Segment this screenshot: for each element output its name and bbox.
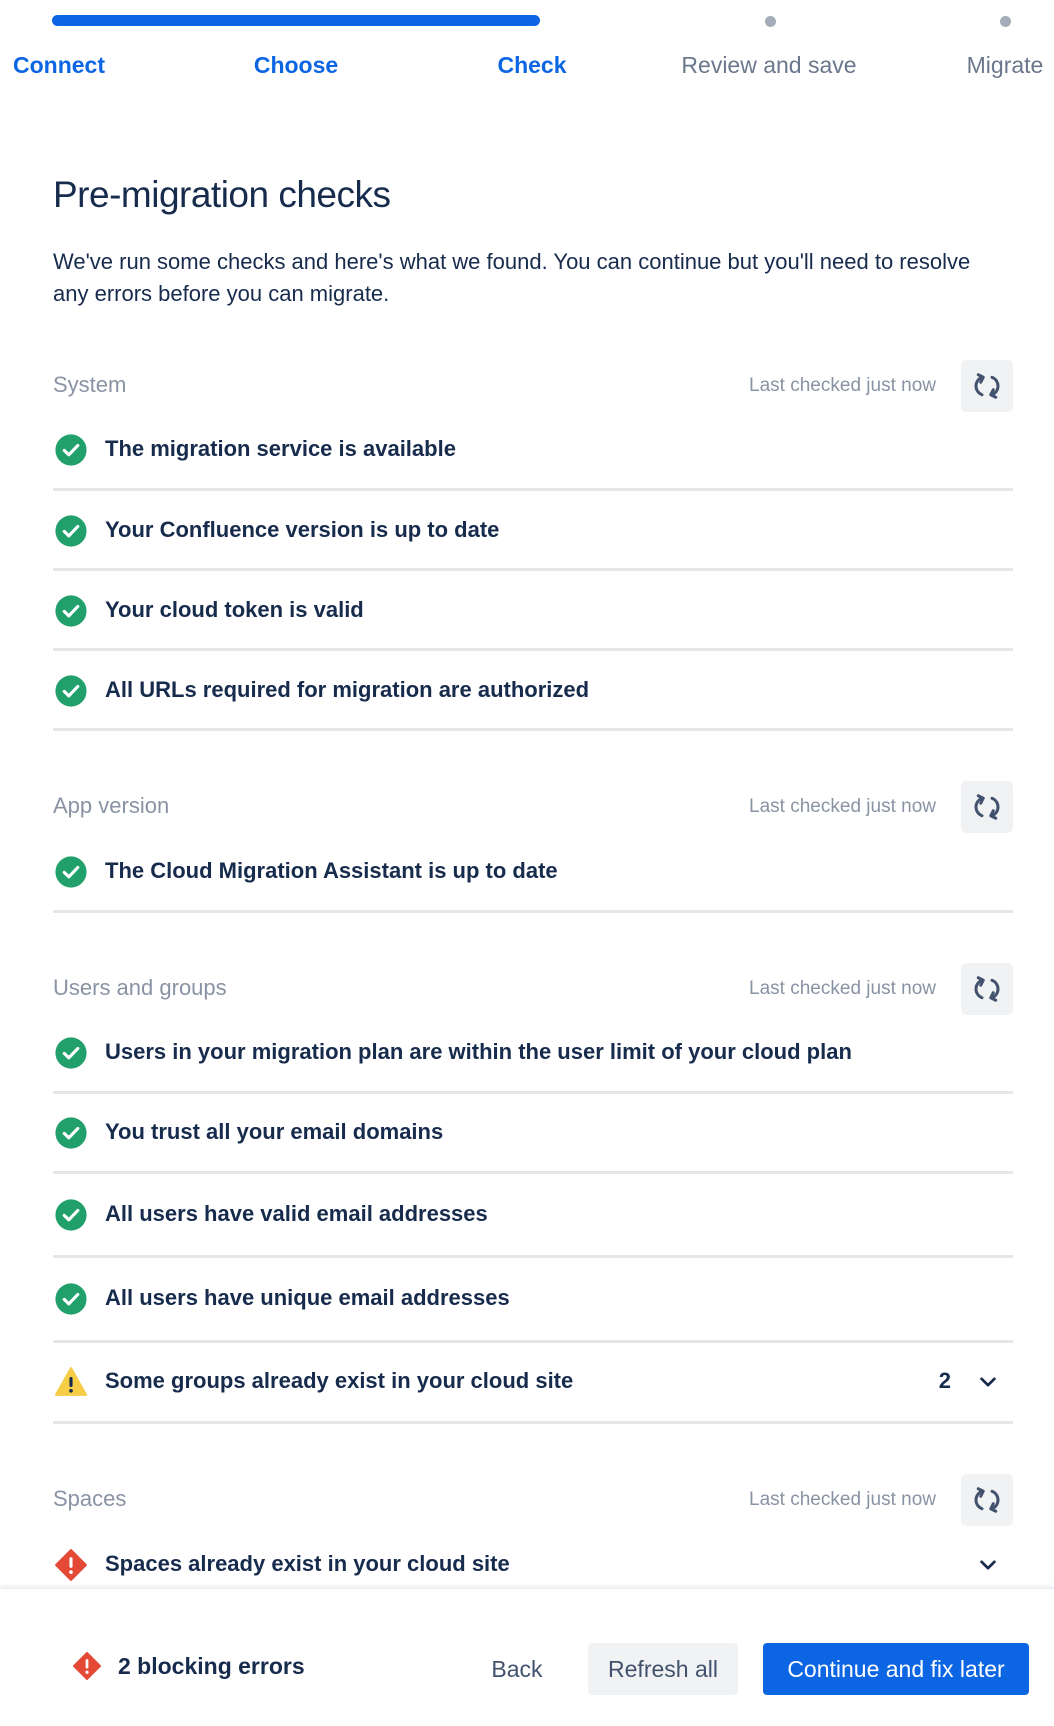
footer-bar	[0, 1588, 1054, 1726]
section-users-groups-header	[53, 963, 1013, 1015]
check-row	[53, 571, 1013, 651]
step-check[interactable]: Check	[497, 52, 567, 78]
step-migrate: Migrate	[966, 52, 1044, 78]
refresh-app-version-button[interactable]	[961, 781, 1013, 833]
check-circle-icon	[54, 1198, 88, 1232]
check-row	[53, 1258, 1013, 1343]
refresh-icon	[972, 974, 1002, 1004]
step-dot-migrate	[1000, 16, 1011, 27]
check-label: All URLs required for migration are authorized	[105, 677, 590, 702]
check-circle-icon	[54, 674, 88, 708]
check-label: Your Confluence version is up to date	[105, 517, 500, 542]
continue-and-fix-later-button[interactable]: Continue and fix later	[763, 1643, 1029, 1695]
progress-track	[52, 15, 540, 26]
refresh-spaces-button[interactable]	[961, 1474, 1013, 1526]
check-label: All users have unique email addresses	[105, 1285, 510, 1310]
back-button[interactable]: Back	[491, 1655, 543, 1682]
check-circle-icon	[54, 1036, 88, 1070]
section-title: App version	[53, 793, 170, 818]
last-checked-text: Last checked just now	[749, 796, 936, 817]
section-title: Users and groups	[53, 975, 227, 1000]
check-label: Some groups already exist in your cloud site	[105, 1368, 574, 1393]
section-title: Spaces	[53, 1486, 127, 1511]
check-circle-icon	[54, 594, 88, 628]
page-intro: We've run some checks and here's what we found. You can continue but you'll need to resolve any errors before you can migrate.	[53, 249, 971, 306]
check-label: Your cloud token is valid	[105, 597, 364, 622]
last-checked-text: Last checked just now	[749, 375, 936, 396]
check-row	[53, 491, 1013, 571]
section-title: System	[53, 372, 127, 397]
check-row	[53, 651, 1013, 731]
check-label: The migration service is available	[105, 436, 456, 461]
check-circle-icon	[54, 1116, 88, 1150]
section-system-header	[53, 360, 1013, 412]
blocking-errors-summary	[72, 1651, 305, 1681]
page-title: Pre-migration checks	[53, 174, 391, 215]
check-row	[53, 841, 1013, 913]
section-app-version-header	[53, 781, 1013, 833]
check-circle-icon	[54, 855, 88, 889]
chevron-down-icon[interactable]	[977, 1554, 999, 1576]
step-review-and-save: Review and save	[681, 52, 857, 78]
error-icon	[54, 1548, 88, 1582]
check-circle-icon	[54, 1282, 88, 1316]
refresh-icon	[972, 1485, 1002, 1515]
check-row	[53, 1023, 1013, 1094]
check-row	[53, 1174, 1013, 1258]
check-circle-icon	[54, 514, 88, 548]
progress-stepper	[0, 0, 1054, 100]
check-circle-icon	[54, 433, 88, 467]
check-label: You trust all your email domains	[105, 1119, 444, 1144]
step-connect[interactable]: Connect	[13, 52, 105, 78]
check-label: Spaces already exist in your cloud site	[105, 1551, 510, 1576]
last-checked-text: Last checked just now	[749, 1489, 936, 1510]
check-row	[53, 1094, 1013, 1174]
check-row	[53, 420, 1013, 491]
refresh-users-groups-button[interactable]	[961, 963, 1013, 1015]
warning-icon	[54, 1365, 88, 1399]
check-label: Users in your migration plan are within the user limit of your cloud plan	[105, 1039, 852, 1064]
step-dot-review	[765, 16, 776, 27]
refresh-all-button[interactable]: Refresh all	[588, 1643, 738, 1695]
refresh-icon	[972, 371, 1002, 401]
last-checked-text: Last checked just now	[749, 978, 936, 999]
check-row-expandable[interactable]	[53, 1343, 1013, 1424]
refresh-system-button[interactable]	[961, 360, 1013, 412]
chevron-down-icon[interactable]	[977, 1371, 999, 1393]
check-label: The Cloud Migration Assistant is up to date	[105, 858, 558, 883]
check-label: All users have valid email addresses	[105, 1201, 488, 1226]
section-spaces-header	[53, 1474, 1013, 1526]
issue-count: 2	[938, 1368, 951, 1393]
step-choose[interactable]: Choose	[253, 52, 339, 78]
error-icon	[72, 1651, 102, 1681]
refresh-icon	[972, 792, 1002, 822]
blocking-errors-text: 2 blocking errors	[118, 1652, 305, 1679]
